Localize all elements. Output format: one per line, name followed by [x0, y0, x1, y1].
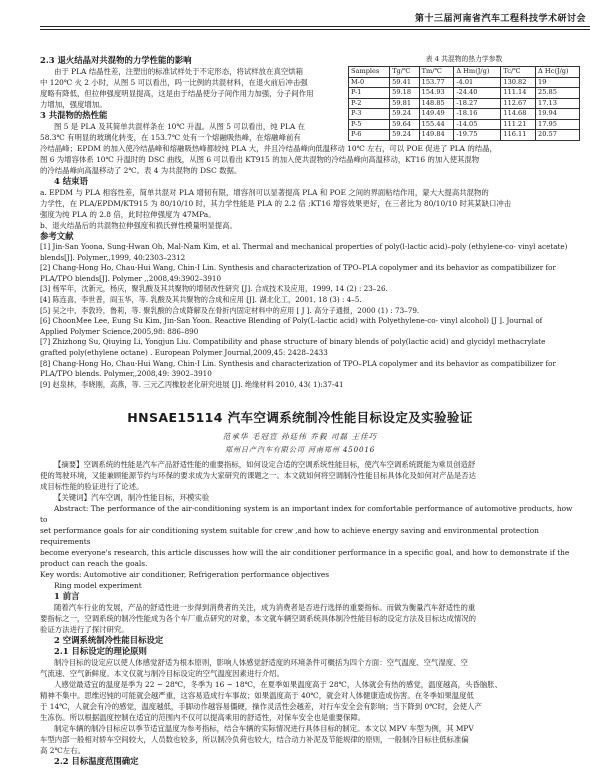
reference-item: [1] Jin-San Yoona, Sung-Hwan Oh, Mal-Nam Kim, et al. Thermal and mechanical properties of poly(l-lactic acid)–poly (ethylene-co- vinyl acetate) — [40, 242, 568, 251]
table-cell: 59.24 — [390, 109, 420, 120]
table-cell: 59.18 — [390, 88, 420, 99]
running-head-text: 第十三届河南省汽车工程科技学术研讨会 — [414, 14, 586, 24]
reference-item: PLA/TPO blends. Polymer,,2008,49: 3902–3910 — [40, 369, 212, 379]
table-4 — [348, 66, 580, 141]
section-b2-line: 高 2℃左右。 — [40, 746, 85, 755]
conclusion-line: a. EPDM 与 PLA 相容性差，简单共混对 PLA 增韧有限，增容剂可以显著提高 PLA 和 POE 之间的界面粘结作用，蒙大大提高共混物的 — [40, 188, 489, 197]
header-rule — [40, 26, 590, 27]
section-3-heading: 3 共混物的热性能 — [40, 110, 108, 120]
article-2-authors: 范承华 毛冠宣 孙廷伟 乔毅 司磊 王佳巧 — [222, 432, 378, 441]
table-cell: -4.01 — [454, 77, 501, 88]
table-cell: P-6 — [349, 130, 390, 141]
table-cell: 130.82 — [501, 77, 536, 88]
table-cell: 59.24 — [390, 130, 420, 141]
section-b2-heading: 2 空调系统制冷性能目标设定 — [54, 635, 164, 645]
table-cell: -19.75 — [454, 130, 501, 141]
abstract-en-line: Abstract: The performance of the air-conditioning system is an important index for comfortable performance of automotive products, how to — [40, 504, 573, 524]
table-header-cell: Δ Hc(J/g) — [536, 67, 580, 78]
reference-item: blends[J]. Polymer,,1999, 40:2303–2312 — [40, 252, 186, 262]
section-3-line: 的冷结晶峰向高温移动了 2℃。表 4 为共混物的 DSC 数据。 — [40, 166, 242, 175]
section-2-3-heading: 2.3 退火结晶对共混物的力学性能的影响 — [40, 55, 192, 65]
reference-item: [6] ChoonMee Lee, Eung Su Kim, Jin-San Yoon. Reactive Blending of Poly(L-lactic acid) with Polyethylene-co- vinyl alcohol) [J ]. Journal of — [40, 316, 543, 326]
table-row — [349, 130, 580, 141]
section-b2-line: 制冷目标的设定应以使人体感觉舒适为根本原则，影响人体感觉舒适度的环境条件可概括为四个方面：空气温度、空气湿度、空 — [54, 658, 468, 667]
running-header — [0, 8, 600, 28]
abstract-cn-line: 使的驾驶环境，又能兼顾能源节约与环保的要求成为大家研究的课题之一。本文就如何将空调制冷性能目标具体化及如何对产品是否达 — [40, 471, 477, 480]
preface-heading: 1 前言 — [54, 591, 80, 601]
reference-item: [9] 赵泉林，李晓刚，高燕，等. 三元乙丙橡胶老化研究进展 [J]. 绝缘材料 2010, 43( 1):37-41 — [40, 379, 344, 389]
table-4-block — [348, 55, 580, 141]
table-row — [349, 98, 580, 109]
table-row — [349, 119, 580, 130]
section-b2-line: 于 14℃，人就会有冷的感觉，温度越低，手脚动作越容易僵硬，操作灵活性会越差，对行车安全会有影响；当下降到 0℃时，会使人产 — [40, 702, 482, 711]
reference-item: PLA/TPO blends[J]. Polymer ,,2008,49:3902–3910 — [40, 273, 222, 283]
section-2-3-line: 力增加，强度增加。 — [40, 100, 107, 109]
table-cell: 59.64 — [390, 119, 420, 130]
section-b2-line: 人感觉最适宜的温度是季为 22 ~ 28℃，冬季为 16 ~ 18℃，在夏季如果温度高于 28℃，人体就会有热的感觉，温度越高，头昏脑胀、 — [54, 680, 503, 689]
table-cell: 25.85 — [536, 88, 580, 99]
table-header-cell: Tg/℃ — [390, 67, 420, 78]
section-b2-line: 制定车辆的制冷目标应以季节适宜温度为参考指标，结合车辆的实际情况进行具体目标的制定。本文以 MPV 车型为例，其 MPV — [54, 724, 474, 733]
table-cell: 17.95 — [536, 119, 580, 130]
table-cell: -18.16 — [454, 109, 501, 120]
abstract-cn-line: 【摘要】空调系统的性能是汽车产品舒适性能的重要指标，如何设定合适的空调系统性能目标，使汽车空调系统既能为乘员创造舒 — [54, 460, 476, 469]
section-2-3-line: 中 120℃ 火 2 小时，从图 5 可以看出，吗一比例的共混材料，在退火前后冲击强 — [40, 78, 308, 87]
table-header-cell: Δ Hm(J/g) — [454, 67, 501, 78]
table-cell: P-1 — [349, 88, 390, 99]
section-4-heading: 4 结束语 — [54, 176, 88, 186]
abstract-cn-line: 成目标性能的验证进行了论述。 — [40, 482, 144, 491]
abstract-en-line: become everyone's research, this article discusses how will the air conditioner performance in a specific goal, and how to demonstrate if the — [40, 548, 570, 557]
table-row — [349, 88, 580, 99]
table-cell: P-5 — [349, 119, 390, 130]
conclusion-line: b、退火结晶后的共混物拉伸强度和损氏弹性模量明显提高。 — [40, 221, 237, 230]
table-cell: 154.93 — [419, 88, 454, 99]
table-cell: -18.27 — [454, 98, 501, 109]
keywords-en: Key words: Automotive air conditioner, Refrigeration performance objectives — [40, 570, 330, 579]
reference-item: [3] 杨军年，沈新元，杨庆，聚乳酸及其共聚物的增韧改性研究 [J]. 合成技术及应用，1999, 14 (2) : 23–26. — [40, 284, 388, 294]
table-4-title: 表 4 共混物的热力学参数 — [425, 55, 503, 63]
table-cell: 20.57 — [536, 130, 580, 141]
reference-item: grafted poly(ethylene octane) . European Polymer Journal,2009,45: 2428–2433 — [40, 347, 328, 357]
abstract-en-line: product can reach the goals. — [40, 559, 148, 568]
table-cell: 148.85 — [419, 98, 454, 109]
first-article-body — [40, 143, 582, 390]
abstract-en-line: set performance goals for air conditioning system suitable for crew ,and how to achieve energy saving and environmental protection requirements — [40, 526, 539, 546]
reference-item: [7] Zhizhong Su, Qiuying Li, Yongjun Liu. Compatibility and phase structure of binary blends of poly(lactic acid) and glycidyl methacrylate — [40, 337, 546, 347]
section-2-3-line: 度略有降低，但拉伸强度明显提高，这是由于结晶使分子间作用力加强，分子间作用 — [40, 89, 314, 98]
table-cell: 111.21 — [501, 119, 536, 130]
table-cell: 149.84 — [419, 130, 454, 141]
conclusion-line: 强度为纯 PLA 的 2.8 倍，此时拉伸强度为 47MPa。 — [40, 210, 216, 219]
reference-item: [8] Chang-Hong Ho, Chau-Hui Wang, Chin-I Lin. Synthesis and characterization of TPO–PLA copolymer and its behavior as compatibilizer for — [40, 358, 556, 368]
section-2-3-line: 由于 PLA 结晶性差，注塑出的标准试样处于不定形态，将试样放在真空烘箱 — [54, 67, 304, 76]
references-heading: 参考文献 — [40, 231, 74, 241]
preface-line: 随着汽车行业的发展，产品的舒适性进一步得到消费者的关注，成为消费者是否进行选择的重要指标。而做为衡量汽车舒适性的重 — [54, 603, 476, 612]
table-header-cell: Tc/℃ — [501, 67, 536, 78]
table-cell: 112.67 — [501, 98, 536, 109]
table-cell: M-0 — [349, 77, 390, 88]
table-cell: 59.41 — [390, 77, 420, 88]
table-row — [349, 109, 580, 120]
table-cell: 59.81 — [390, 98, 420, 109]
section-b2-1-heading: 2.1 目标设定的理论原则 — [54, 646, 147, 656]
reference-item: [4] 陈连喜，李世普，阎玉华，等. 乳酸及其共聚物的合成和应用 [J]. 湖北化工，2001, 18 (3) : 4–5. — [40, 294, 362, 304]
table-header-cell: Tm/℃ — [419, 67, 454, 78]
section-b2-line: 车型内部一般相对轿车空间较大，人员数也较多，所以制冷负荷也较大，结合动力补泥及节能规律的原则，一般制冷目标往低标准偏 — [40, 735, 469, 744]
section-3-line: 冷结晶峰；EPDM 的加入使冷结晶峰和熔融吸热峰都较纯 PLA 大，并且冷结晶峰向低温移动 10℃ 左右，可以 POE 促进了 PLA 的结晶， — [40, 144, 497, 153]
left-column — [40, 55, 340, 143]
table-cell: 111.14 — [501, 88, 536, 99]
section-b2-line: 精神不集中。思维迟钝的可能就会越严重，这容易造成行车事故；如果温度高于 40℃，就会对人体健康造成伤害。在冬季如果温度低 — [40, 691, 474, 700]
article-2-affiliation: 郑州日产汽车有限公司 河南郑州 450016 — [224, 445, 376, 454]
section-3-line: 图 6 为增容体系 10℃ 升温时的 DSC 曲线，从图 6 可以看出 KT915 的加入使共混物的冷结晶峰向高温移动，KT16 的加入使其混物 — [40, 155, 480, 164]
preface-line: 验证方法进行了探讨研究。 — [40, 625, 129, 634]
table-row — [349, 77, 580, 88]
table-cell: 17.13 — [536, 98, 580, 109]
header-rule-thin — [40, 29, 590, 30]
table-cell: 153.77 — [419, 77, 454, 88]
table-cell: P-2 — [349, 98, 390, 109]
article-2-title-block — [0, 408, 600, 455]
reference-item: [5] 吴之中，李敦玲，鲁莉，等. 聚乳酸的合成降解及在骨折内固定材料中的应用 [ J ]. 高分子通报，2000 (1) : 73–79. — [40, 305, 420, 315]
preface-line: 要指标之一，空调系统的制冷性能成为各个车厂重点研究的对象，本文就车辆空调系统具体制冷性能目标的设定方法及目标达成情况的 — [40, 614, 477, 623]
keywords-en-extra: Ring model experiment — [54, 581, 142, 590]
table-cell: 114.68 — [501, 109, 536, 120]
section-3-line: 图 5 是 PLA 及其简单共混样条在 10℃ 升温。从图 5 可以看出，纯 PLA 在 — [54, 122, 305, 131]
table-cell: 116.11 — [501, 130, 536, 141]
table-cell: -24.40 — [454, 88, 501, 99]
article-2-body — [40, 459, 582, 767]
table-cell: 19.94 — [536, 109, 580, 120]
section-b2-2-heading: 2.2 目标温度范围确定 — [54, 756, 139, 766]
table-cell: 155.44 — [419, 119, 454, 130]
table-cell: 149.49 — [419, 109, 454, 120]
section-b2-line: 气流速、空气新鲜度。本文仅就与制冷目标设定的空气温度因素进行介绍。 — [40, 669, 284, 678]
reference-item: Applied Polymer Science,2005,98: 886–890 — [40, 326, 199, 336]
conclusion-line: 力学性，在 PLA/EPDM/KT915 为 80/10/10 时，其力学性能是 PLA 的 2.2 倍 ;KT16 增容效果更好，在三者比为 80/10/10 时其某缺口冲击 — [40, 199, 512, 208]
table-cell: 19 — [536, 77, 580, 88]
section-b2-line: 生冻伤。所以根据温度控制在适宜的范围内不仅可以提高乘用的舒适性，对保车安全也是重要保障。 — [40, 713, 366, 722]
table-cell: P-3 — [349, 109, 390, 120]
table-header-row — [349, 67, 580, 78]
keywords-cn: 【关键词】汽车空调，制冷性能目标，环模实验 — [54, 493, 210, 502]
section-3-line: 58.3℃ 有明显的玻璃化转变，在 153.7℃ 处有一个熔融吸热峰，在熔融峰前有 — [40, 133, 301, 142]
table-header-cell: Samples — [349, 67, 390, 78]
article-2-title: HNSAE15114 汽车空调系统制冷性能目标设定及实验验证 — [127, 410, 473, 425]
reference-item: [2] Chang-Hong Ho, Chau-Hui Wang, Chin-I Lin. Synthesis and characterization of TPO–PLA copolymer and its behavior as compatibilizer for — [40, 263, 556, 273]
table-cell: -14.05 — [454, 119, 501, 130]
